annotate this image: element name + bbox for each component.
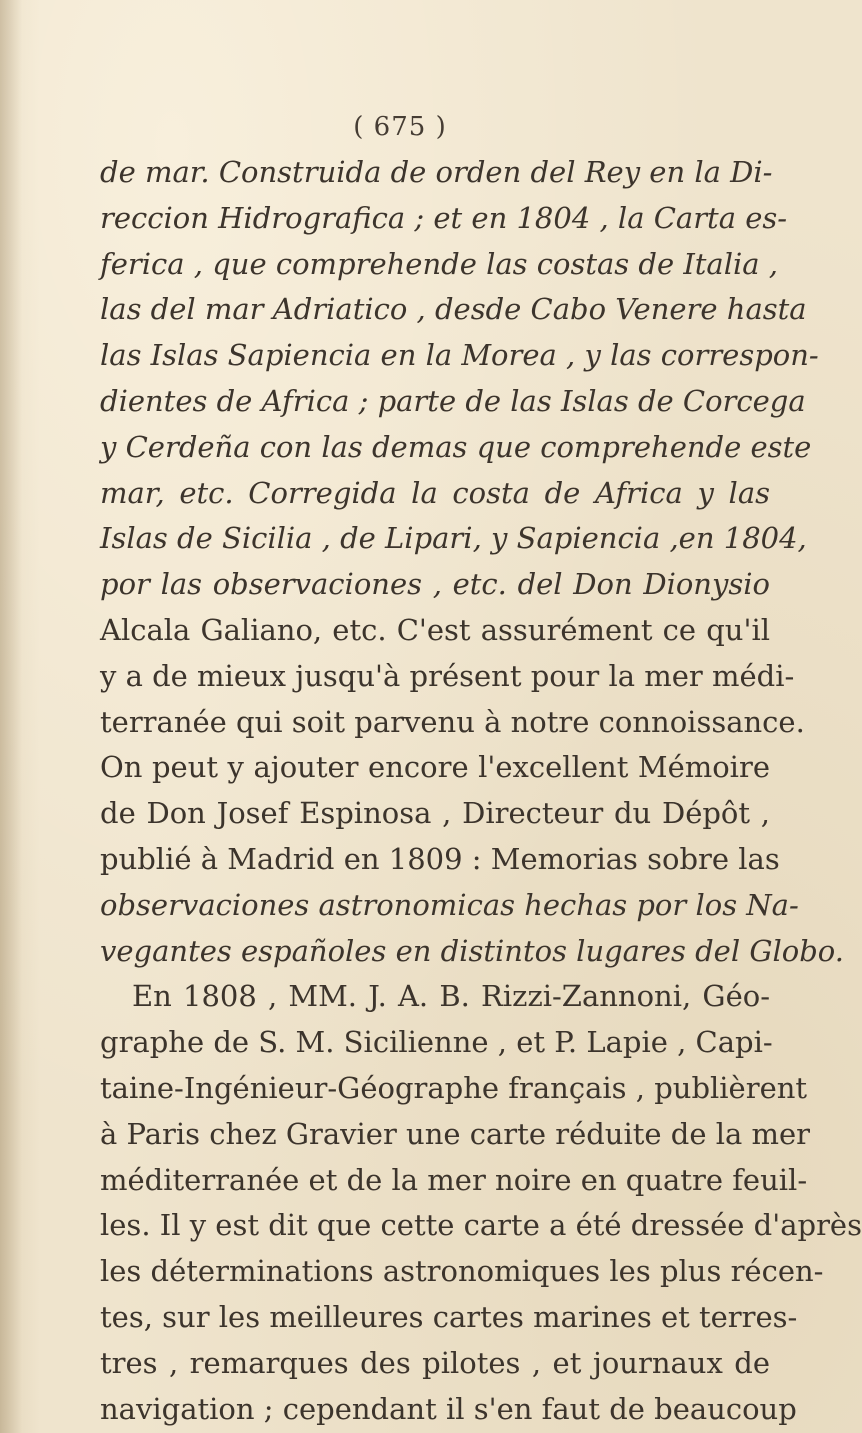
text-line: reccion Hidrografica ; et en 1804 , la Carta es- bbox=[100, 200, 788, 235]
text-line: y Cerdeña con las demas que comprehende este bbox=[100, 429, 812, 464]
text-line: navigation ; cependant il s'en faut de beaucoup bbox=[100, 1391, 797, 1426]
text-line: taine-Ingénieur-Géographe français , publièrent bbox=[100, 1070, 808, 1105]
text-line: Alcala Galiano, etc. C'est assurément ce qu'il bbox=[100, 612, 770, 647]
text-line: de Don Josef Espinosa , Directeur du Dépôt , bbox=[100, 796, 770, 831]
text-line: ferica , que comprehende las costas de Italia , bbox=[100, 246, 779, 281]
body-text bbox=[100, 150, 862, 1432]
text-line: mar, etc. Corregida la costa de Africa y las bbox=[100, 475, 770, 510]
text-line: las del mar Adriatico , desde Cabo Venere hasta bbox=[100, 292, 807, 327]
text-line: On peut y ajouter encore l'excellent Mémoire bbox=[100, 750, 770, 785]
text-line: de mar. Construida de orden del Rey en la Di- bbox=[100, 155, 773, 189]
text-line: En 1808 , MM. J. A. B. Rizzi-Zannoni, Géo- bbox=[132, 979, 770, 1014]
text-line: tes, sur les meilleures cartes marines et terres- bbox=[100, 1299, 798, 1334]
text-line: les. Il y est dit que cette carte a été dressée d'après bbox=[100, 1208, 862, 1243]
text-line: graphe de S. M. Sicilienne , et P. Lapie , Capi- bbox=[100, 1025, 773, 1060]
text-line: las Islas Sapiencia en la Morea , y las correspon- bbox=[100, 338, 819, 373]
text-line: observaciones astronomicas hechas por los Na- bbox=[100, 887, 799, 922]
text-line: dientes de Africa ; parte de las Islas de Corcega bbox=[100, 383, 806, 418]
text-line: por las observaciones , etc. del Don Dionysio bbox=[100, 567, 770, 602]
page-fold-shadow bbox=[0, 0, 22, 1433]
text-line: à Paris chez Gravier une carte réduite de la mer bbox=[100, 1116, 811, 1151]
text-line: terranée qui soit parvenu à notre connoissance. bbox=[100, 704, 805, 739]
text-line: vegantes españoles en distintos lugares del Globo. bbox=[100, 933, 844, 968]
text-line: les déterminations astronomiques les plus récen- bbox=[100, 1254, 824, 1289]
text-line: Islas de Sicilia , de Lipari, y Sapiencia ,en 1804, bbox=[100, 521, 807, 556]
page-number: ( 675 ) bbox=[353, 112, 447, 142]
text-line: méditerranée et de la mer noire en quatre feuil- bbox=[100, 1162, 808, 1197]
text-line: y a de mieux jusqu'à présent pour la mer médi- bbox=[100, 658, 795, 693]
text-line: publié à Madrid en 1809 : Memorias sobre las bbox=[100, 841, 780, 876]
text-line: tres , remarques des pilotes , et journaux de bbox=[100, 1345, 770, 1380]
